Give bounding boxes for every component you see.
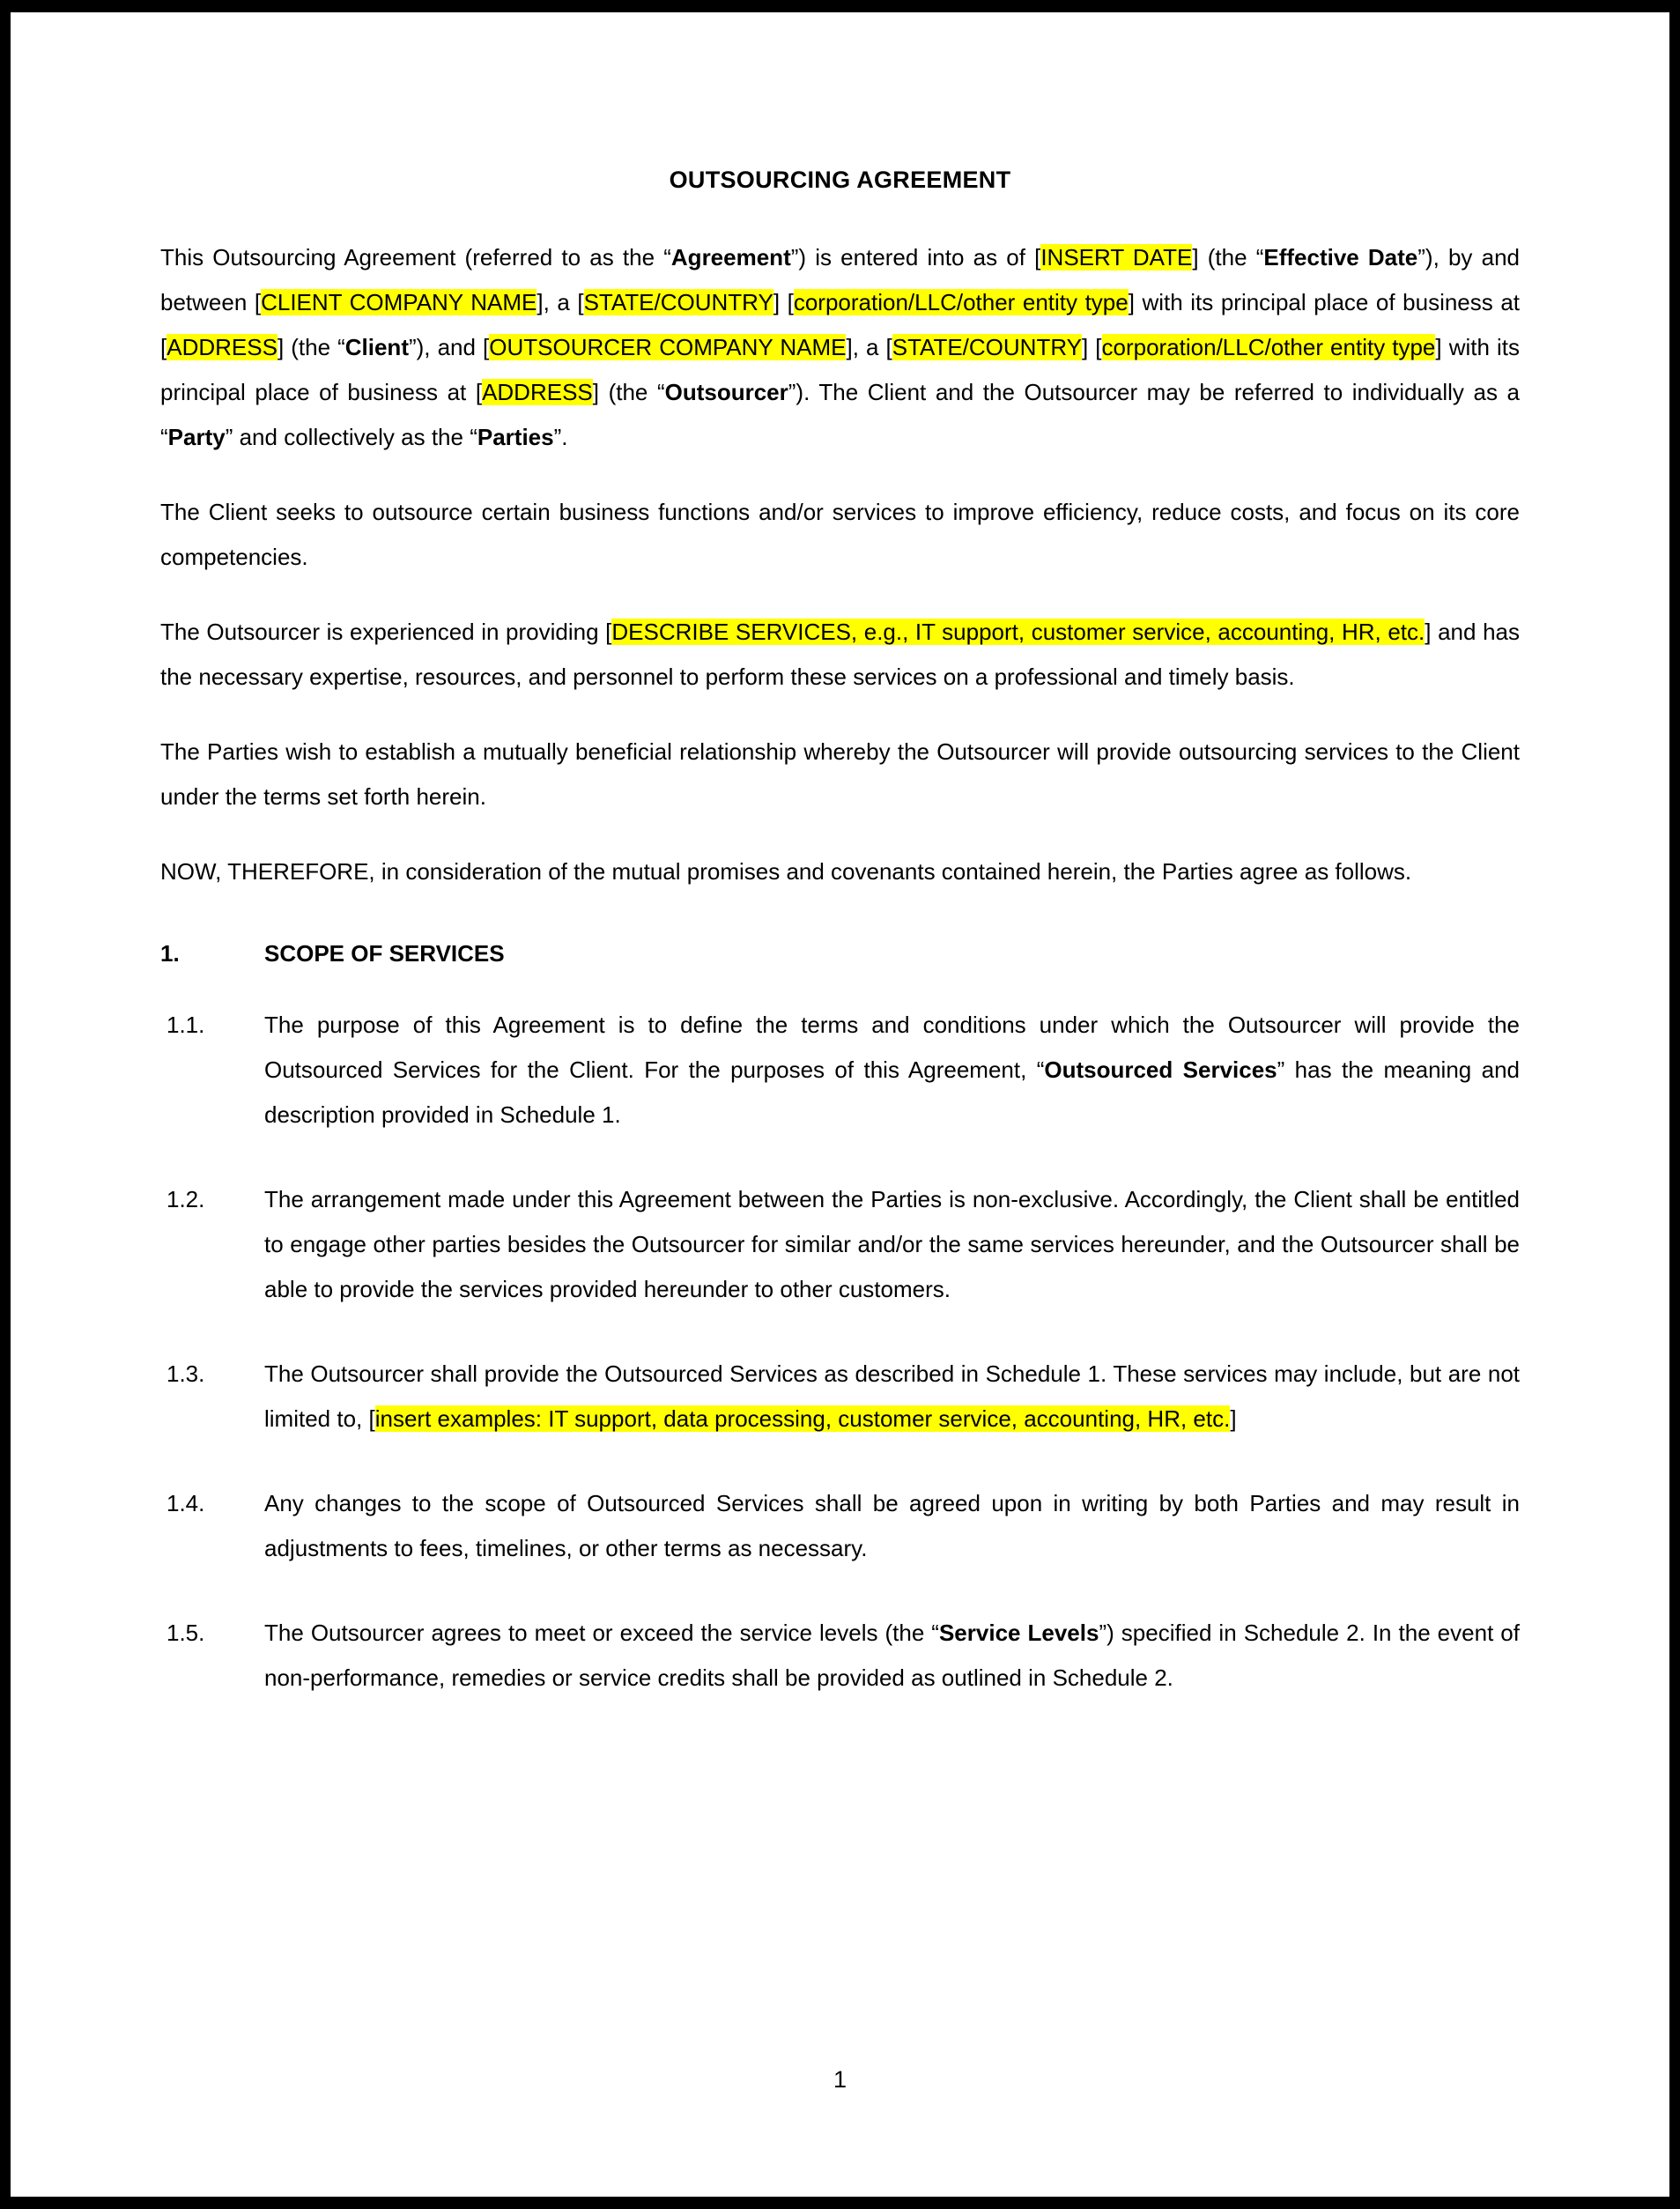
clause-number: 1.1. — [167, 1012, 205, 1038]
clause-body — [264, 1003, 1520, 1138]
clause-1-1-bold-outsourced-services: Outsourced Services — [1044, 1056, 1277, 1083]
clause-1-3 — [160, 1352, 1520, 1442]
clause-1-3-placeholder-insert-examples: insert examples: IT support, data processing, customer service, accounting, HR, etc. — [374, 1405, 1231, 1432]
page-number: 1 — [833, 2066, 847, 2093]
p1-text-14: ”). The Client and the Outsourcer may be referred to individually as a “ — [160, 379, 1520, 450]
section-heading-scope-of-services — [160, 940, 1520, 967]
clause-1-5-text-2: ”) specified in Schedule 2. In the event of non-performance, remedies or service credits shall be provided as outlined in Schedule 2. — [264, 1620, 1520, 1691]
clause-1-2 — [160, 1177, 1520, 1312]
p1-text-11: ] [ — [1081, 334, 1102, 360]
clause-1-1-text-1: The purpose of this Agreement is to define the terms and conditions under which the Outsourcer will provide the Outsourced Services for the Client. For the purposes of this Agreement, “ — [264, 1012, 1520, 1083]
page-inner — [11, 12, 1669, 2197]
p1-text-10: ], a [ — [846, 334, 892, 360]
p1-text-8: ] (the “ — [277, 334, 345, 360]
clause-1-5 — [160, 1611, 1520, 1701]
p1-text-15: ” and collectively as the “ — [225, 424, 477, 450]
clause-1-3-text-2: ] — [1230, 1405, 1237, 1432]
p1-placeholder-outsourcer-company-name: OUTSOURCER COMPANY NAME — [489, 334, 847, 360]
p1-placeholder-outsourcer-entity-type: corporation/LLC/other entity type — [1101, 334, 1436, 360]
p1-placeholder-client-entity-type: corporation/LLC/other entity type — [793, 289, 1129, 315]
p1-placeholder-client-state-country: STATE/COUNTRY — [583, 289, 773, 315]
clause-number: 1.3. — [167, 1360, 205, 1387]
p1-text-12: ] with its principal place of business at [ — [160, 334, 1520, 405]
document-content — [160, 167, 1520, 1740]
section-number: 1. — [160, 940, 180, 967]
clause-1-5-bold-service-levels: Service Levels — [938, 1620, 1099, 1646]
clause-body: The arrangement made under this Agreement between the Parties is non-exclusive. Accordingly, the Client shall be entitled to engage other parties besides the Outsourcer for similar and/or the same services hereunder, and the Outsourcer shall be able to provide the services provided hereunder to other customers. — [264, 1186, 1520, 1302]
clause-number: 1.4. — [167, 1490, 205, 1516]
clause-number: 1.5. — [167, 1620, 205, 1646]
p1-text-4: ”), by and between [ — [160, 244, 1520, 315]
preamble-paragraph-1 — [160, 235, 1520, 460]
p1-text-16: ”. — [553, 424, 568, 450]
document-title: OUTSOURCING AGREEMENT — [669, 167, 1011, 193]
clause-1-5-text-1: The Outsourcer agrees to meet or exceed the service levels (the “ — [264, 1620, 939, 1646]
p3-placeholder-describe-services: DESCRIBE SERVICES, e.g., IT support, customer service, accounting, HR, etc. — [611, 619, 1425, 645]
p1-placeholder-outsourcer-address: ADDRESS — [482, 379, 593, 405]
p1-bold-agreement: Agreement — [670, 244, 791, 271]
p3-text-1: The Outsourcer is experienced in providing [ — [160, 619, 612, 645]
clause-1-1-text-2: ” has the meaning and description provided in Schedule 1. — [264, 1056, 1520, 1128]
p1-text-2: ”) is entered into as of [ — [790, 244, 1041, 271]
clause-body — [264, 1611, 1520, 1701]
p1-placeholder-insert-date: INSERT DATE — [1040, 244, 1193, 271]
clause-body: Any changes to the scope of Outsourced Services shall be agreed upon in writing by both Parties and may result in adjustments to fees, timelines, or other terms as necessary. — [264, 1490, 1520, 1561]
preamble-paragraph-5: NOW, THEREFORE, in consideration of the mutual promises and covenants contained herein, the Parties agree as follows. — [160, 858, 1412, 885]
p1-placeholder-client-address: ADDRESS — [167, 334, 278, 360]
p1-text-9: ”), and [ — [408, 334, 490, 360]
p1-text-6: ] [ — [773, 289, 794, 315]
p1-text-5: ], a [ — [537, 289, 584, 315]
p1-placeholder-outsourcer-state-country: STATE/COUNTRY — [892, 334, 1082, 360]
p1-placeholder-client-company-name: CLIENT COMPANY NAME — [261, 289, 537, 315]
preamble-paragraph-4: The Parties wish to establish a mutually beneficial relationship whereby the Outsourcer will provide outsourcing services to the Client under the terms set forth herein. — [160, 738, 1520, 810]
p3-text-2: ] and has the necessary expertise, resources, and personnel to perform these services on a professional and timely basis. — [160, 619, 1520, 690]
p1-bold-outsourcer: Outsourcer — [664, 379, 788, 405]
p1-bold-party: Party — [167, 424, 226, 450]
clause-1-3-text-1: The Outsourcer shall provide the Outsourced Services as described in Schedule 1. These services may include, but are not limited to, [ — [264, 1360, 1520, 1432]
p1-text-7: ] with its principal place of business at [ — [160, 289, 1521, 360]
preamble-paragraph-3 — [160, 610, 1520, 700]
clause-1-1 — [160, 1003, 1520, 1138]
p1-text-3: ] (the “ — [1192, 244, 1264, 271]
p1-bold-effective-date: Effective Date — [1263, 244, 1418, 271]
clause-number: 1.2. — [167, 1186, 205, 1212]
clause-body — [264, 1352, 1520, 1442]
section-title: SCOPE OF SERVICES — [264, 940, 505, 967]
clause-1-4 — [160, 1481, 1520, 1571]
preamble-paragraph-2: The Client seeks to outsource certain business functions and/or services to improve efficiency, reduce costs, and focus on its core competencies. — [160, 499, 1520, 570]
p1-text-13: ] (the “ — [592, 379, 665, 405]
p1-bold-parties: Parties — [477, 424, 554, 450]
p1-text-1: This Outsourcing Agreement (referred to as the “ — [160, 244, 671, 271]
p1-bold-client: Client — [344, 334, 409, 360]
